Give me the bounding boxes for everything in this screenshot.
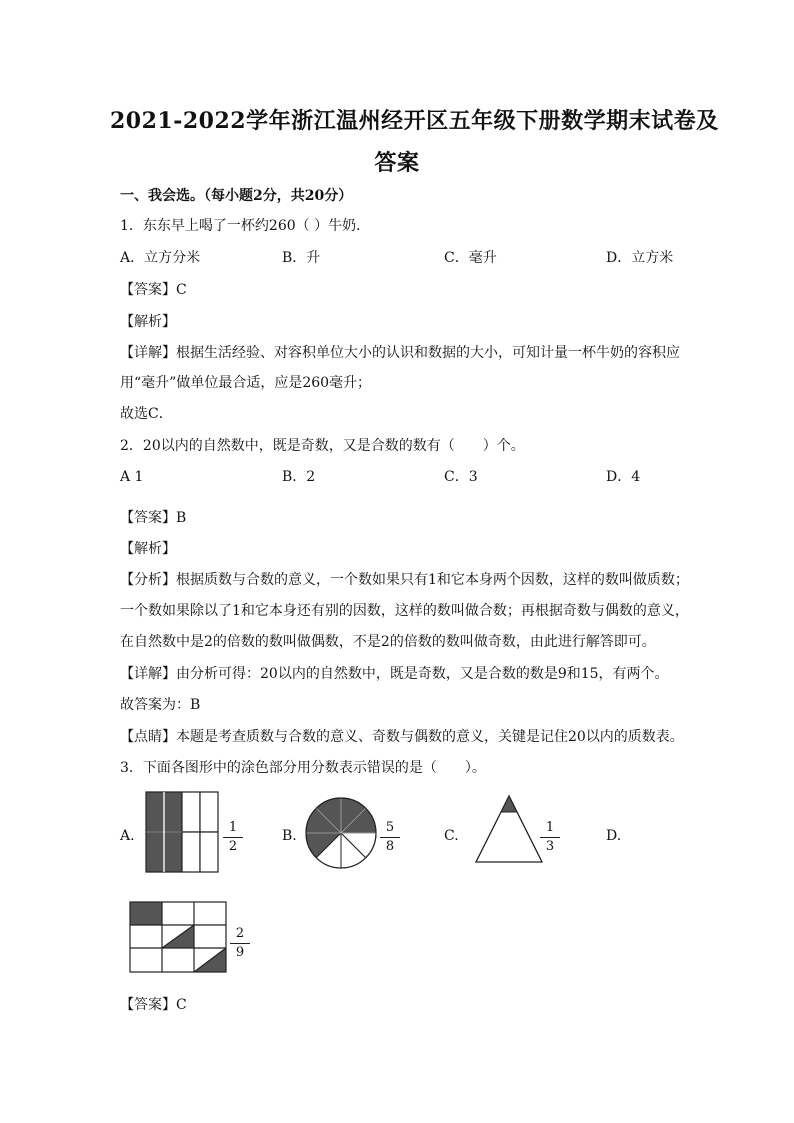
q3-fraction-d-bar xyxy=(230,943,250,944)
q3-fraction-c-denominator: 3 xyxy=(545,839,555,854)
q3-fraction-b xyxy=(380,820,400,855)
q1-option-b: B．升 xyxy=(282,250,321,266)
q2-option-a: A 1 xyxy=(120,469,144,485)
q2-analysis-line2: 一个数如果除以了1和它本身还有别的因数，这样的数叫做合数；再根据奇数与偶数的意义， xyxy=(120,603,689,619)
q3-fraction-b-numerator: 5 xyxy=(385,820,395,835)
section1-heading: 一、我会选。（每小题2分，共20分） xyxy=(120,188,353,204)
q1-option-c: C．毫升 xyxy=(444,250,497,266)
q3-label-d: D. xyxy=(606,828,622,844)
q3-label-b: B. xyxy=(282,828,297,844)
q2-option-c: C．3 xyxy=(444,469,478,485)
q3-label-c: C. xyxy=(444,828,459,844)
q2-conclusion: 故答案为：B xyxy=(120,697,201,713)
q3-fraction-c xyxy=(540,820,560,855)
q3-fraction-c-bar xyxy=(540,837,560,838)
q2-answer: 【答案】B xyxy=(120,510,187,526)
q3-fraction-b-bar xyxy=(380,837,400,838)
q3-figure-d xyxy=(130,902,226,972)
q3-fraction-c-numerator: 1 xyxy=(545,820,555,835)
q3-answer: 【答案】C xyxy=(120,997,187,1013)
q1-answer: 【答案】C xyxy=(120,282,187,298)
q1-option-d: D．立方米 xyxy=(606,250,674,266)
q2-analysis-line1: 【分析】根据质数与合数的意义，一个数如果只有1和它本身两个因数，这样的数叫做质数； xyxy=(120,572,689,588)
q1-conclusion: 故选C． xyxy=(120,406,173,422)
q3-fraction-d xyxy=(230,926,250,961)
q1-detail-line2: 用“毫升”做单位最合适，应是260毫升； xyxy=(120,375,372,391)
q3-label-a: A. xyxy=(120,828,135,844)
doc-title-line2: 答案 xyxy=(374,150,420,176)
q3-fraction-a-bar xyxy=(223,837,243,838)
q3-fraction-b-denominator: 8 xyxy=(385,839,395,854)
q3-fraction-a xyxy=(223,820,243,855)
q3-fraction-d-numerator: 2 xyxy=(235,926,245,941)
q2-comment: 【点睛】本题是考查质数与合数的意义、奇数与偶数的意义，关键是记住20以内的质数表。 xyxy=(120,729,684,745)
q3-figure-a xyxy=(146,792,218,872)
q3-fraction-a-denominator: 2 xyxy=(228,839,238,854)
q1-detail-line1: 【详解】根据生活经验、对容积单位大小的认识和数据的大小，可知计量一杯牛奶的容积应 xyxy=(120,345,680,361)
q3-fraction-d-denominator: 9 xyxy=(235,945,245,960)
q3-stem: 3．下面各图形中的涂色部分用分数表示错误的是（ ）。 xyxy=(120,760,486,776)
q2-analysis-line3: 在自然数中是2的倍数的数叫做偶数，不是2的倍数的数叫做奇数，由此进行解答即可。 xyxy=(120,634,656,650)
q3-figure-b xyxy=(306,798,376,868)
q3-figure-c xyxy=(474,796,544,864)
q2-option-d: D．4 xyxy=(606,469,641,485)
q2-analysis-label: 【解析】 xyxy=(120,541,176,557)
q2-stem: 2．20以内的自然数中，既是奇数，又是合数的数有（ ）个。 xyxy=(120,438,525,454)
doc-title-line1: 2021-2022学年浙江温州经开区五年级下册数学期末试卷及 xyxy=(110,108,719,134)
q1-option-a: A．立方分米 xyxy=(120,250,201,266)
q2-detail: 【详解】由分析可得：20以内的自然数中，既是奇数，又是合数的数是9和15，有两个。 xyxy=(120,666,669,682)
q2-option-b: B．2 xyxy=(282,469,316,485)
q1-analysis-label: 【解析】 xyxy=(120,314,176,330)
q3-fraction-a-numerator: 1 xyxy=(228,820,238,835)
q1-stem: 1．东东早上喝了一杯约260（ ）牛奶． xyxy=(120,218,371,234)
